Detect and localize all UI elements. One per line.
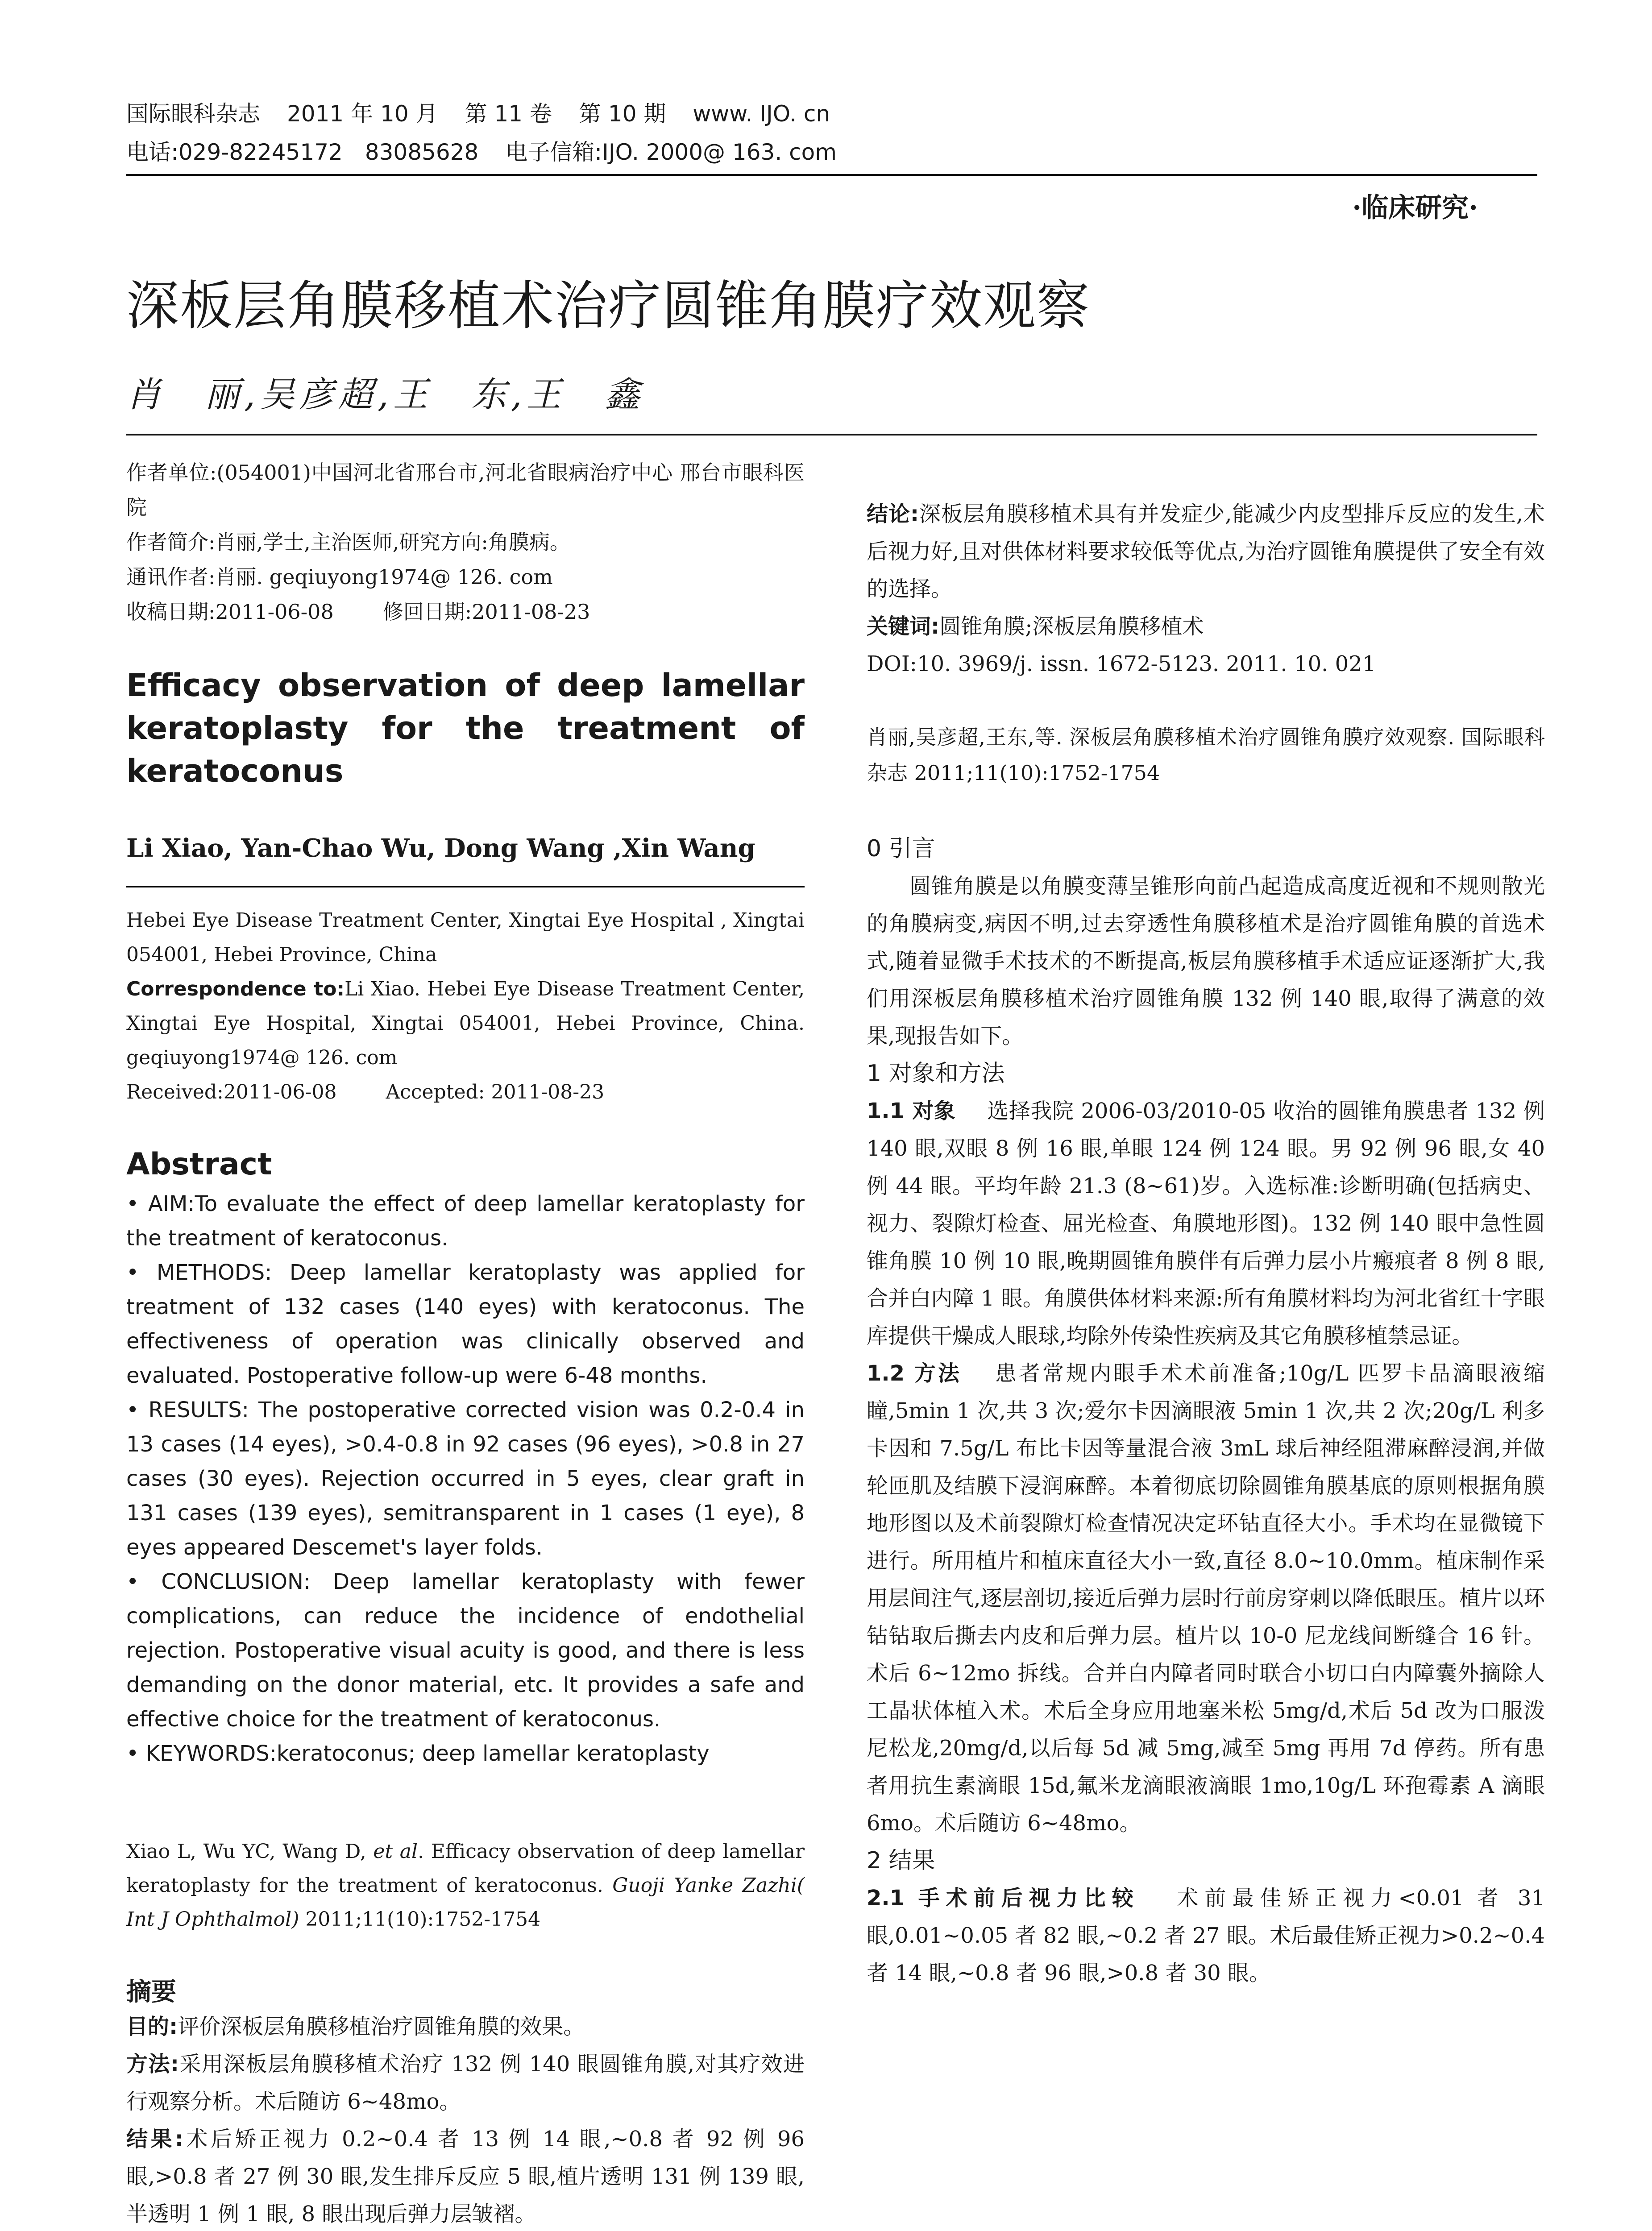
dates-en	[126, 1075, 805, 1109]
correspondence-label: Correspondence to:	[126, 978, 345, 1000]
header-rule	[126, 174, 1537, 176]
citation-tail: 2011;11(10):1752-1754	[299, 1908, 541, 1931]
abstract-aim: • AIM:To evaluate the effect of deep lamellar keratoplasty for the treatment of keratoconus.	[126, 1191, 805, 1251]
intro-text: 圆锥角膜是以角膜变薄呈锥形向前凸起造成高度近视和不规则散光的角膜病变,病因不明,过去穿透性角膜移植术是治疗圆锥角膜的首选术式,随着显微手术技术的不断提高,板层角膜移植手术适应证逐渐扩大,我们用深板层角膜移植术治疗圆锥角膜 132 例 140 眼,取得了满意的效果,现报告如下。	[867, 874, 1545, 1049]
abstract-cn-heading: 摘要	[126, 1978, 176, 2007]
section-tag: ·临床研究·	[1352, 192, 1478, 224]
article-title-cn: 深板层角膜移植术治疗圆锥角膜疗效观察	[126, 275, 1091, 336]
affiliation-cn: 作者单位:(054001)中国河北省邢台市,河北省眼病治疗中心 邢台市眼科医院	[126, 460, 805, 519]
received-en: Received:2011-06-08	[126, 1081, 337, 1103]
abstract-cn-keywords-label: 关键词:	[867, 614, 940, 639]
issue: 第 10 期	[578, 101, 666, 127]
intro-heading: 0 引言	[867, 835, 935, 862]
issue-date: 2011 年 10 月	[287, 101, 438, 127]
institution-en: Hebei Eye Disease Treatment Center, Xingtai Eye Hospital , Xingtai 054001, Hebei Province, China	[126, 909, 805, 966]
abstract-cn-part2	[867, 495, 1545, 683]
abstract-cn-methods-text: 采用深板层角膜移植术治疗 132 例 140 眼圆锥角膜,对其疗效进行观察分析。术后随访 6~48mo。	[126, 2052, 805, 2114]
citation-en	[126, 1835, 805, 1937]
method-text: 患者常规内眼手术术前准备;10g/L 匹罗卡品滴眼液缩瞳,5min 1 次,共 3 次;爱尔卡因滴眼液 5min 1 次,共 2 次;20g/L 利多卡因和 7.5g/L 布比卡因等量混合液 3mL 球后神经阻滞麻醉浸润,并做轮匝肌及结膜下浸润麻醉。本着彻底切除圆锥角膜基底的原则根据角膜地形图以及术前裂隙灯检查情况决定环钻直径大小。手术均在显微镜下进行。所用植片和植床直径大小一致,直径 8.0~10.0mm。植床制作采用层间注气,逐层剖切,接近后弹力层时行前房穿刺以降低眼压。植片以环钻钻取后撕去内皮和后弹力层。植片以 10-0 尼龙线间断缝合 16 针。术后 6~12mo 拆线。合并白内障者同时联合小切口白内障囊外摘除人工晶状体植入术。术后全身应用地塞米松 5mg/d,术后 5d 改为口服泼尼松龙,20mg/d,以后每 5d 减 5mg,减至 5mg 再用 7d 停药。所有患者用抗生素滴眼 15d,氟米龙滴眼液滴眼 1mo,10g/L 环孢霉素 A 滴眼 6mo。术后随访 6~48mo。	[867, 1361, 1545, 1836]
citation-journal: Guoji Yanke Zazhi( Int J Ophthalmol)	[126, 1874, 805, 1931]
results-heading: 2 结果	[867, 1847, 935, 1874]
abstract-en	[126, 1187, 805, 1771]
authors-cn: 肖 丽,吴彦超,王 东,王 鑫	[126, 375, 644, 415]
journal-header-line2	[126, 137, 863, 167]
objects-label: 1.1 对象	[867, 1099, 956, 1124]
objects-text: 选择我院 2006-03/2010-05 收治的圆锥角膜患者 132 例 140 眼,双眼 8 例 16 眼,单眼 124 例 124 眼。男 92 例 96 眼,女 40 例 44 眼。平均年龄 21.3 (8~61)岁。入选标准:诊断明确(包括病史、视力、裂隙灯检查、屈光检查、角膜地形图)。132 例 140 眼中急性圆锥角膜 10 例 10 眼,晚期圆锥角膜伴有后弹力层小片瘢痕者 8 例 8 眼,合并白内障 1 眼。角膜供体材料来源:所有角膜材料均为河北省红十字眼库提供干燥成人眼球,均除外传染性疾病及其它角膜移植禁忌证。	[867, 1099, 1545, 1348]
abstract-cn-keywords	[867, 608, 1545, 645]
citation-cn: 肖丽,吴彦超,王东,等. 深板层角膜移植术治疗圆锥角膜疗效观察. 国际眼科杂志 2011;11(10):1752-1754	[867, 725, 1545, 785]
website-link[interactable]: www. IJO. cn	[693, 101, 830, 127]
method-paragraph	[867, 1355, 1545, 1842]
bio-cn: 作者简介:肖丽,学士,主治医师,研究方向:角膜病。	[126, 530, 570, 554]
objects-paragraph	[867, 1092, 1545, 1355]
corresponding-cn: 通讯作者:肖丽. geqiuyong1974@ 126. com	[126, 565, 553, 589]
abstract-cn-methods-label: 方法:	[126, 2052, 179, 2077]
abstract-methods: • METHODS: Deep lamellar keratoplasty was applied for treatment of 132 cases (140 eyes) with keratoconus. The effectiveness of operation was clinically observed and evaluated. Postoperative follow-up were 6-48 months.	[126, 1260, 805, 1388]
abstract-cn-methods	[126, 2045, 805, 2120]
abstract-cn-conclusion-label: 结论:	[867, 502, 919, 527]
article-title-en: Efficacy observation of deep lamellar keratoplasty for the treatment of keratoconus	[126, 667, 805, 789]
revised-cn: 修回日期:2011-08-23	[382, 600, 590, 624]
abstract-cn-part1	[126, 2008, 805, 2231]
journal-header-line1	[126, 99, 857, 129]
accepted-en: Accepted: 2011-08-23	[386, 1081, 605, 1103]
received-cn: 收稿日期:2011-06-08	[126, 600, 334, 624]
volume: 第 11 卷	[465, 101, 552, 127]
abstract-cn-results-label: 结果:	[126, 2127, 184, 2152]
method-label: 1.2 方法	[867, 1361, 962, 1386]
phone: 电话:029-82245172 83085628	[126, 139, 479, 165]
email-link[interactable]: 电子信箱:IJO. 2000@ 163. com	[505, 139, 837, 165]
abstract-cn-results	[126, 2120, 805, 2231]
abstract-cn-results-text: 术后矫正视力 0.2~0.4 者 13 例 14 眼,~0.8 者 92 例 96 眼,>0.8 者 27 例 30 眼,发生排斥反应 5 眼,植片透明 131 例 139 眼,半透明 1 例 1 眼, 8 眼出现后弹力层皱褶。	[126, 2127, 805, 2227]
affiliation-en	[126, 903, 805, 1109]
doi[interactable]: DOI:10. 3969/j. issn. 1672-5123. 2011. 10. 021	[867, 651, 1376, 676]
authors-en-rule	[126, 886, 805, 887]
correspondence-text: Li Xiao. Hebei Eye Disease Treatment Center, Xingtai Eye Hospital, Xingtai 054001, Hebei Province, China. geqiuyong1974@ 126. com	[126, 978, 805, 1069]
vision-label: 2.1 手术前后视力比较	[867, 1886, 1140, 1911]
abstract-cn-aim-label: 目的:	[126, 2014, 178, 2039]
abstract-keywords: • KEYWORDS:keratoconus; deep lamellar keratoplasty	[126, 1741, 710, 1766]
title-rule	[126, 434, 1537, 435]
vision-text: 术前最佳矫正视力<0.01 者 31 眼,0.01~0.05 者 82 眼,~0.2 者 27 眼。术后最佳矫正视力>0.2~0.4 者 14 眼,~0.8 者 96 眼,>0.8 者 30 眼。	[867, 1886, 1545, 1986]
abstract-heading: Abstract	[126, 1147, 272, 1182]
abstract-results: • RESULTS: The postoperative corrected vision was 0.2-0.4 in 13 cases (14 eyes), >0.4-0.8 in 92 cases (96 eyes), >0.8 in 27 cases (30 eyes). Rejection occurred in 5 eyes, clear graft in 131 cases (139 eyes), semitransparent in 1 cases (1 eye), 8 eyes appeared Descemet's layer folds.	[126, 1397, 805, 1560]
meta-cn	[126, 455, 805, 629]
methods-heading: 1 对象和方法	[867, 1060, 1005, 1087]
citation-text: . Efficacy observation of deep lamellar keratoplasty for the treatment of keratoconus.	[126, 1840, 805, 1897]
abstract-cn-aim	[126, 2008, 805, 2045]
correspondence-en	[126, 972, 805, 1075]
dates-cn	[126, 594, 805, 629]
abstract-cn-conclusion	[867, 495, 1545, 608]
citation-authors: Xiao L, Wu YC, Wang D,	[126, 1840, 374, 1863]
journal-name: 国际眼科杂志	[126, 101, 260, 127]
abstract-cn-conclusion-text: 深板层角膜移植术具有并发症少,能减少内皮型排斥反应的发生,术后视力好,且对供体材料要求较低等优点,为治疗圆锥角膜提供了安全有效的选择。	[867, 502, 1545, 601]
abstract-conclusion: • CONCLUSION: Deep lamellar keratoplasty with fewer complications, can reduce the incidence of endothelial rejection. Postoperative visual acuity is good, and there is less demanding on the donor material, etc. It provides a safe and effective choice for the treatment of keratoconus.	[126, 1569, 805, 1732]
abstract-cn-aim-text: 评价深板层角膜移植治疗圆锥角膜的效果。	[178, 2014, 585, 2039]
citation-etal: et al	[373, 1840, 418, 1863]
vision-paragraph	[867, 1879, 1545, 1992]
abstract-cn-keywords-text: 圆锥角膜;深板层角膜移植术	[939, 614, 1204, 639]
article-body	[867, 830, 1545, 1992]
authors-en: Li Xiao, Yan-Chao Wu, Dong Wang ,Xin Wang	[126, 834, 755, 863]
